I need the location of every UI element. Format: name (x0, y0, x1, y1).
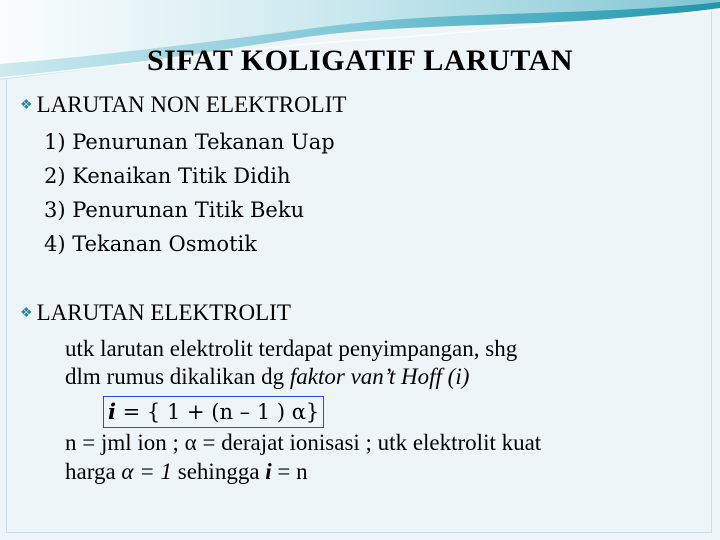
text-span: = n (271, 459, 308, 484)
list-item: 4) Tekanan Osmotik (44, 232, 257, 256)
text-span: dlm rumus dikalikan dg (65, 364, 290, 389)
section-heading-non-elektrolit (20, 92, 346, 118)
formula-variable: i (108, 399, 116, 424)
alpha-value: α = 1 (121, 459, 173, 484)
slide-title: SIFAT KOLIGATIF LARUTAN (146, 44, 573, 77)
text-span: harga (65, 459, 122, 484)
paragraph-line (65, 459, 308, 485)
bullet-icon: ❖ (20, 306, 33, 321)
section-heading-text: LARUTAN NON ELEKTROLIT (36, 92, 347, 117)
bullet-icon: ❖ (20, 98, 33, 113)
formula-expression: = { 1 + (n – 1 ) α} (115, 400, 320, 424)
formula-variable: i (265, 459, 272, 484)
paragraph-line: utk larutan elektrolit terdapat penyimpangan, shg (65, 336, 518, 361)
list-item: 1) Penurunan Tekanan Uap (44, 130, 335, 154)
paragraph-line: n = jml ion ; α = derajat ionisasi ; utk elektrolit kuat (65, 430, 542, 455)
vant-hoff-factor-text: faktor van’t Hoff (i) (289, 364, 470, 389)
list-item: 3) Penurunan Titik Beku (44, 198, 305, 222)
text-span: sehingga (172, 459, 266, 484)
paragraph-line (65, 364, 469, 390)
list-item: 2) Kenaikan Titik Didih (44, 164, 291, 188)
section-heading-text: LARUTAN ELEKTROLIT (36, 300, 291, 325)
formula-box (103, 396, 324, 428)
section-heading-elektrolit (20, 300, 291, 326)
